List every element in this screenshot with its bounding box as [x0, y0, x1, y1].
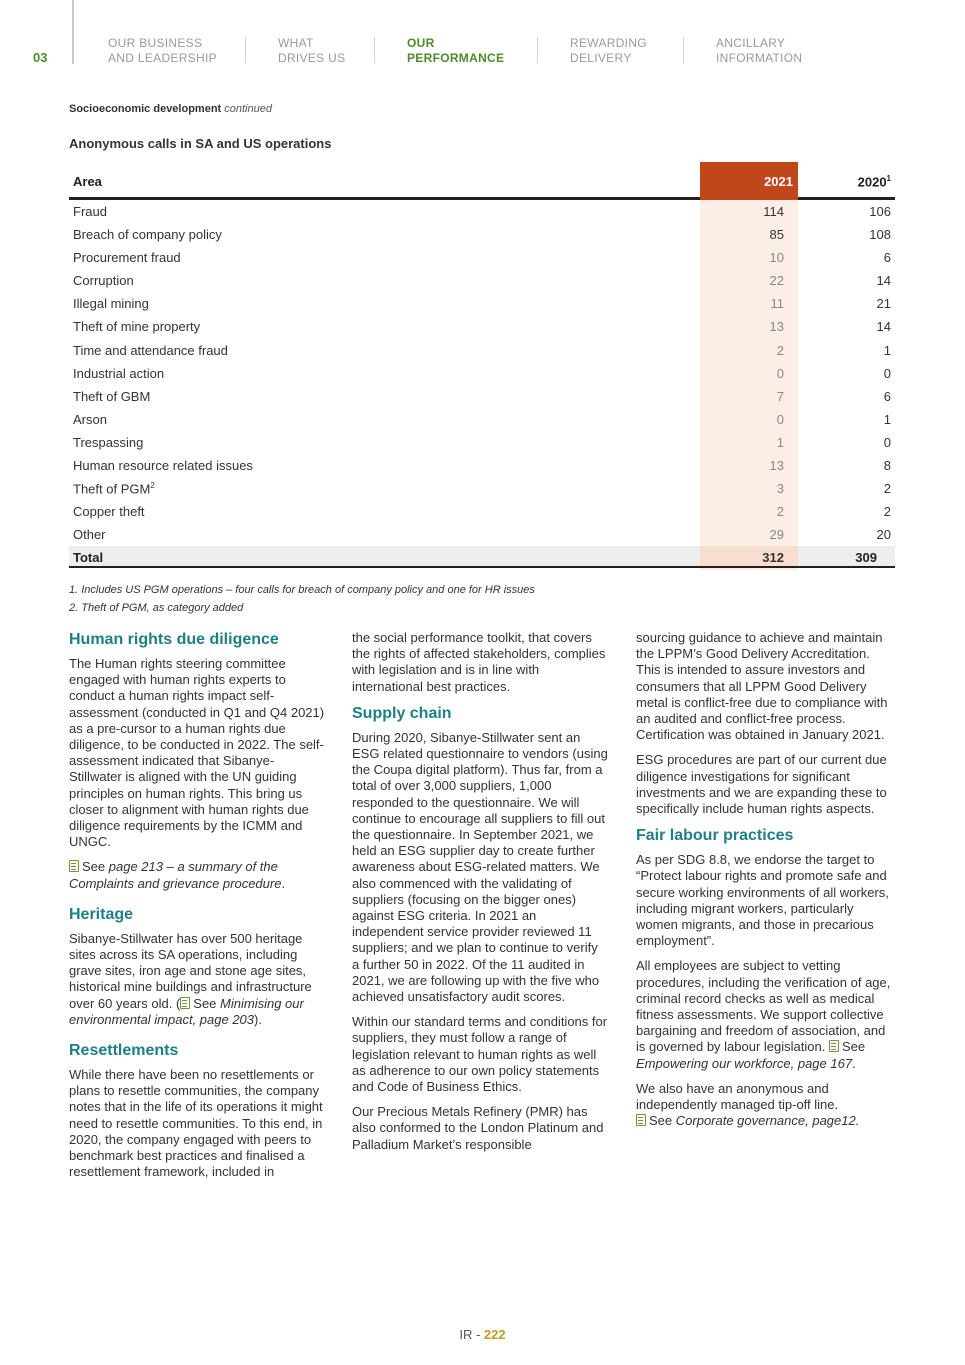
- row-value-2020: 1: [883, 411, 891, 427]
- row-area-label: Fraud: [73, 204, 107, 219]
- heritage-close: ).: [254, 1011, 262, 1027]
- nav-separator: [537, 37, 538, 63]
- reference-text: page 213 – a summary of the Complaints and grievance procedure: [69, 859, 282, 891]
- nav-separator: [683, 37, 684, 63]
- paragraph-lppm-continued: sourcing guidance to achieve and maintain the LPPM’s Good Delivery Accreditation. This is intended to assure investors and consumers that all LPPM Good Delivery metal is conflict-free due to compliance with an audited and conflict-free process. Certification was obtained in January 2021.: [636, 630, 888, 743]
- paragraph-heritage: [69, 931, 325, 1028]
- row-value-2021: 11: [770, 296, 784, 312]
- row-area: [73, 273, 134, 288]
- reference-empowering-workforce[interactable]: Empowering our workforce, page 167: [636, 1055, 853, 1071]
- reference-environmental-impact[interactable]: Minimising our environmental impact, page 203: [69, 995, 304, 1027]
- row-area-label: Illegal mining: [73, 296, 149, 312]
- page-number: [0, 1327, 965, 1342]
- row-area-label: Arson: [73, 411, 107, 427]
- table-row: [69, 292, 895, 315]
- row-value-2020: 2: [883, 504, 891, 520]
- row-area: [73, 389, 150, 404]
- row-value-2021: 22: [769, 273, 784, 289]
- table-row: [69, 200, 895, 223]
- nav-item-rewarding-delivery[interactable]: [570, 36, 647, 66]
- row-value-2020: 6: [883, 250, 891, 266]
- top-navigation: [0, 0, 965, 80]
- row-value-2020: 106: [869, 204, 891, 219]
- table-row: [69, 385, 895, 408]
- table-row: [69, 408, 895, 431]
- page-number-value: 222: [483, 1327, 506, 1342]
- paragraph-supply-chain-2: Within our standard terms and conditions for suppliers, they must follow a range of legislation relevant to human rights as well as adherence to our own policy statements and Code of Business Ethics.: [352, 1014, 608, 1095]
- row-value-2020: 8: [883, 458, 891, 474]
- footnote-2: 2. Theft of PGM, as category added: [69, 602, 244, 614]
- paragraph-human-rights: The Human rights steering committee engaged with human rights experts to conduct a human rights impact self-assessment (conducted in Q1 and Q4 2021) as a pre-cursor to a human rights due diligence, to be conducted in 2022. The self-assessment indicated that Sibanye-Stillwater is aligned with the UN guiding principles on human rights. This bring us closer to alignment with human rights due diligence requirements by the ICMM and UNGC.: [69, 656, 325, 850]
- table-header: [69, 162, 895, 200]
- section-number: 03: [33, 50, 48, 65]
- row-area: [73, 319, 200, 334]
- row-value-2021: 2: [776, 342, 784, 358]
- nav-item-line: REWARDING: [570, 36, 647, 50]
- subheading-title: Socioeconomic development: [69, 103, 222, 115]
- nav-item-drives-us[interactable]: [278, 36, 345, 66]
- row-value-2021: 7: [776, 388, 784, 404]
- row-area: [73, 481, 155, 496]
- nav-item-line: PERFORMANCE: [407, 51, 505, 65]
- heading-fair-labour: Fair labour practices: [636, 827, 794, 845]
- row-area-footnote: 2: [150, 481, 155, 491]
- row-area: [73, 412, 107, 427]
- paragraph-fair-labour-3: [636, 1081, 892, 1130]
- table-row: [69, 339, 895, 362]
- reference-see[interactable]: See: [841, 1039, 866, 1055]
- document-icon: [180, 997, 190, 1009]
- row-value-2021: 1: [776, 434, 784, 450]
- row-value-2020: 1: [883, 342, 891, 358]
- tipoff-text: We also have an anonymous and independently managed tip-off line.: [636, 1080, 839, 1113]
- row-value-2020: 21: [876, 296, 891, 312]
- row-area-label: Human resource related issues: [73, 458, 253, 474]
- table-row: [69, 269, 895, 292]
- table-row: [69, 454, 895, 477]
- header-2021: 2021: [700, 162, 798, 200]
- reference-see[interactable]: See: [649, 1113, 673, 1129]
- row-value-2020: 108: [869, 227, 891, 243]
- row-value-2020: 20: [876, 527, 891, 543]
- reference-corporate-governance[interactable]: Corporate governance, page12.: [675, 1113, 860, 1129]
- row-area: [73, 366, 164, 381]
- fair-labour-text: All employees are subject to vetting procedures, including the verification of age, criminal record checks as well as medical fitness assessments. We support collective bargaining and freedom of association, and is governed by labour legislation.: [636, 958, 891, 1055]
- header-divider: [72, 0, 74, 64]
- nav-item-line: DRIVES US: [278, 51, 346, 65]
- row-value-2020: 6: [883, 388, 891, 404]
- row-value-2021: 0: [776, 365, 784, 381]
- row-value-2021: 13: [769, 319, 784, 335]
- reference-see: See: [82, 859, 106, 875]
- row-area: [73, 435, 143, 450]
- nav-item-business-leadership[interactable]: [108, 36, 217, 66]
- row-area: [73, 343, 228, 358]
- text-column-2: [352, 630, 608, 1162]
- table-body: [69, 200, 895, 546]
- header-2020: [858, 174, 891, 189]
- table-row: [69, 431, 895, 454]
- section-subheading: [69, 103, 272, 115]
- row-area-label: Time and attendance fraud: [73, 342, 228, 358]
- paragraph-resettlements: While there have been no resettlements or plans to resettle communities, the company notes that in the life of its operations it might need to resettle communities. To this end, in 2020, the company engaged with peers to benchmark best practices and finalised a resettlement framework, included in: [69, 1067, 323, 1180]
- nav-separator: [245, 37, 246, 63]
- row-area-label: Breach of company policy: [73, 227, 222, 243]
- row-area-label: Theft of mine property: [73, 319, 201, 335]
- total-label: Total: [73, 550, 104, 566]
- row-area: [73, 504, 145, 519]
- row-value-2021: 13: [769, 458, 784, 474]
- table-row: [69, 223, 895, 246]
- paragraph-supply-chain-1: During 2020, Sibanye-Stillwater sent an ESG related questionnaire to vendors (using the Coupa digital platform). Thus far, from a total of over 3,000 suppliers, 1,000 responded to the questionnaire. We will continue to encourage all suppliers to fill out the questionnaire. In September 2021, we held an ESG supplier day to create further awareness about ESG-related matters. We also commenced with the validating of suppliers (focusing on the bigger ones) against ESG criteria. In 2021 an independent service provider reviewed 11 suppliers; and we plan to continue to verify a further 50 in 2022. Of the 11 audited in 2021, we are following up with the five who achieved unsatisfactory audit scores.: [352, 729, 608, 1005]
- paragraph-fair-labour-1: As per SDG 8.8, we endorse the target to “Protect labour rights and promote safe and secure working environments of all workers, including migrant workers, particularly women migrants, and those in precarious employment”.: [636, 852, 889, 949]
- row-area: [73, 527, 106, 542]
- nav-item-line: WHAT: [278, 36, 314, 50]
- nav-item-line: INFORMATION: [716, 51, 803, 65]
- row-value-2021: 0: [776, 411, 784, 427]
- nav-item-line: OUR BUSINESS: [108, 36, 203, 50]
- row-value-2020: 14: [876, 319, 891, 335]
- row-area-label: Theft of PGM: [73, 481, 151, 497]
- heritage-text: Sibanye-Stillwater has over 500 heritage sites across its SA operations, including grave sites, iron age and stone age sites, historical mine buildings and infrastructure over 60 years old. (: [69, 930, 312, 1011]
- table-total-row: [69, 546, 895, 568]
- subheading-continued: continued: [224, 103, 272, 115]
- row-area-label: Theft of GBM: [73, 388, 151, 404]
- row-area: [73, 250, 181, 265]
- footnote-1: 1. Includes US PGM operations – four calls for breach of company policy and one for HR issues: [69, 584, 535, 596]
- text-column-3: [636, 630, 892, 1138]
- row-value-2021: 85: [769, 227, 784, 243]
- row-value-2020: 2: [883, 481, 891, 497]
- document-icon: [69, 860, 79, 872]
- table-row: [69, 362, 895, 385]
- row-value-2021: 3: [776, 481, 784, 497]
- total-2020: 309: [855, 550, 877, 566]
- header-area: Area: [73, 174, 102, 189]
- heading-heritage: Heritage: [69, 905, 134, 923]
- table-row: [69, 500, 895, 523]
- row-value-2021: 114: [763, 204, 784, 219]
- nav-item-line: ANCILLARY: [716, 36, 786, 50]
- row-value-2021: 2: [776, 504, 784, 520]
- row-area-label: Procurement fraud: [73, 250, 181, 266]
- text-column-1: [69, 630, 325, 1189]
- total-2021: 312: [700, 546, 798, 566]
- paragraph-resettlements-continued: the social performance toolkit, that covers the rights of affected stakeholders, complies with legislation and is in line with international best practices.: [352, 630, 606, 694]
- nav-item-performance[interactable]: [407, 36, 504, 66]
- row-area-label: Corruption: [73, 273, 134, 289]
- row-value-2021: 29: [769, 527, 784, 543]
- header-2020-label: 2020: [857, 174, 887, 190]
- reference-period: .: [852, 1055, 856, 1071]
- heading-supply-chain: Supply chain: [352, 704, 452, 722]
- row-area: [73, 296, 149, 311]
- nav-item-line: OUR: [407, 36, 435, 50]
- row-area: [73, 227, 222, 242]
- table-row: [69, 315, 895, 338]
- row-area-label: Industrial action: [73, 365, 165, 381]
- paragraph-fair-labour-2: [636, 958, 892, 1071]
- reference-complaints[interactable]: [69, 859, 325, 891]
- document-icon: [829, 1040, 839, 1052]
- paragraph-supply-chain-3: Our Precious Metals Refinery (PMR) has also conformed to the London Platinum and Palladium Market’s responsible: [352, 1104, 604, 1152]
- row-value-2020: 0: [883, 365, 891, 381]
- paragraph-esg-procedures: ESG procedures are part of our current due diligence investigations for significant investments and we are expanding these to specifically include human rights aspects.: [636, 752, 887, 817]
- row-area-label: Copper theft: [73, 504, 145, 520]
- reference-period: .: [281, 875, 286, 891]
- document-icon: [636, 1114, 646, 1126]
- row-value-2020: 0: [883, 434, 891, 450]
- table-row: [69, 246, 895, 269]
- row-area-label: Trespassing: [73, 434, 144, 450]
- nav-item-ancillary-information[interactable]: [716, 36, 802, 66]
- table-row: [69, 477, 895, 500]
- nav-separator: [374, 37, 375, 63]
- page-prefix: IR -: [459, 1327, 484, 1342]
- row-area-label: Other: [73, 527, 106, 543]
- table-row: [69, 523, 895, 546]
- table-title: Anonymous calls in SA and US operations: [69, 136, 332, 151]
- nav-item-line: DELIVERY: [570, 51, 632, 65]
- reference-see[interactable]: See: [193, 995, 217, 1011]
- row-value-2020: 14: [876, 273, 891, 289]
- anonymous-calls-table: [69, 162, 895, 568]
- row-area: [73, 458, 253, 473]
- row-area: [73, 204, 107, 219]
- row-value-2021: 10: [769, 250, 784, 266]
- table-footnotes: [69, 581, 535, 617]
- heading-resettlements: Resettlements: [69, 1042, 179, 1060]
- nav-item-line: AND LEADERSHIP: [108, 51, 217, 65]
- header-2020-footnote: 1: [886, 174, 891, 183]
- heading-human-rights: Human rights due diligence: [69, 631, 279, 648]
